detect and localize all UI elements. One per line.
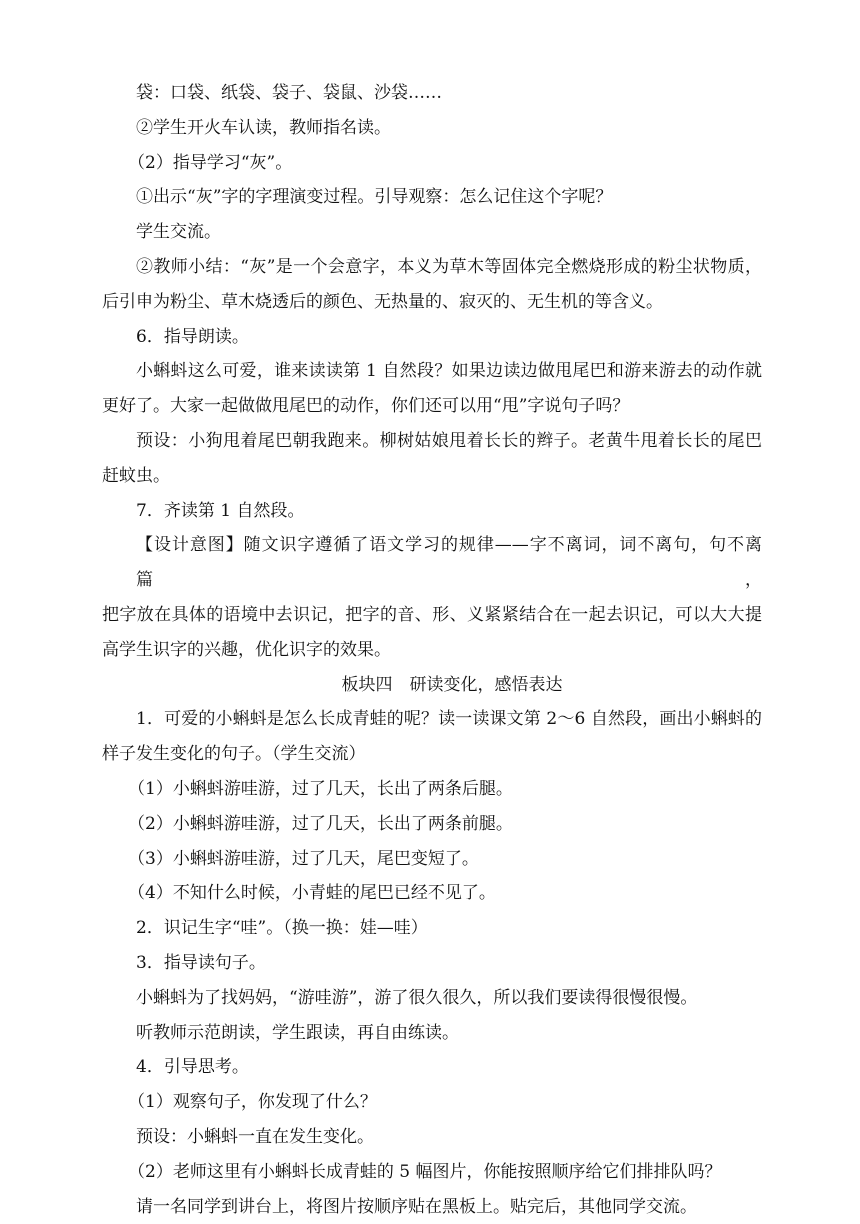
text-line-guide-reading: 6．指导朗读。 <box>102 320 762 355</box>
text-line-teacher-summary-2: 后引申为粉尘、草木烧透后的颜色、无热量的、寂灭的、无生机的等含义。 <box>102 285 762 320</box>
text-line-growth-question-1: 1．可爱的小蝌蚪是怎么长成青蛙的呢？读一读课文第 2～6 自然段，画出小蝌蚪的 <box>102 702 762 737</box>
text-line-change-4: （4）不知什么时候，小青蛙的尾巴已经不见了。 <box>102 876 762 911</box>
paragraph-preset-sentences <box>102 424 762 494</box>
text-line-observe-sentences: （1）观察句子，你发现了什么？ <box>102 1085 762 1120</box>
paragraph-design-intent <box>102 528 762 667</box>
text-line-guide-sentences: 3．指导读句子。 <box>102 946 762 981</box>
section-title: 板块四 研读变化，感悟表达 <box>102 668 762 703</box>
text-line-preset-sentences-1: 预设：小狗甩着尾巴朝我跑来。柳树姑娘甩着长长的辫子。老黄牛甩着长长的尾巴 <box>102 424 762 459</box>
text-line-train-reading: ②学生开火车认读，教师指名读。 <box>102 111 762 146</box>
text-line-change-3: （3）小蝌蚪游哇游，过了几天，尾巴变短了。 <box>102 842 762 877</box>
text-line-preset-sentences-2: 赶蚊虫。 <box>102 459 762 494</box>
text-line-tadpole-reading-2: 更好了。大家一起做做甩尾巴的动作，你们还可以用“甩”字说句子吗？ <box>102 389 762 424</box>
text-line-show-hui-evolution: ①出示“灰”字的字理演变过程。引导观察：怎么记住这个字呢？ <box>102 180 762 215</box>
text-line-blackboard: 请一名同学到讲台上，将图片按顺序贴在黑板上。贴完后，其他同学交流。 <box>102 1190 762 1224</box>
text-line-growth-question-2: 样子发生变化的句子。（学生交流） <box>102 737 762 772</box>
document-body <box>102 76 762 1224</box>
text-line-change-1: （1）小蝌蚪游哇游，过了几天，长出了两条后腿。 <box>102 772 762 807</box>
text-line-teacher-summary-1: ②教师小结：“灰”是一个会意字，本义为草木等固体完全燃烧形成的粉尘状物质， <box>102 250 762 285</box>
text-line-student-exchange: 学生交流。 <box>102 215 762 250</box>
text-line-read-slowly: 小蝌蚪为了找妈妈，“游哇游”，游了很久很久，所以我们要读得很慢很慢。 <box>102 981 762 1016</box>
paragraph-tadpole-growth-question <box>102 702 762 772</box>
text-line-dai-words: 袋：口袋、纸袋、袋子、袋鼠、沙袋…… <box>102 76 762 111</box>
text-line-design-intent-1: 【设计意图】随文识字遵循了语文学习的规律——字不离词，词不离句，句不离篇， <box>102 528 762 598</box>
text-line-tadpole-reading-1: 小蝌蚪这么可爱，谁来读读第 1 自然段？如果边读边做甩尾巴和游来游去的动作就 <box>102 354 762 389</box>
paragraph-tadpole-reading <box>102 354 762 424</box>
text-line-learn-wa: 2．识记生字“哇”。（换一换：娃—哇） <box>102 911 762 946</box>
paragraph-teacher-summary <box>102 250 762 320</box>
text-line-guide-hui: （2）指导学习“灰”。 <box>102 146 762 181</box>
text-line-change-2: （2）小蝌蚪游哇游，过了几天，长出了两条前腿。 <box>102 807 762 842</box>
text-line-design-intent-3: 高学生识字的兴趣，优化识字的效果。 <box>102 633 762 668</box>
text-line-five-pictures: （2）老师这里有小蝌蚪长成青蛙的 5 幅图片，你能按照顺序给它们排排队吗？ <box>102 1155 762 1190</box>
text-line-teacher-demo: 听教师示范朗读，学生跟读，再自由练读。 <box>102 1016 762 1051</box>
text-line-read-together: 7．齐读第 1 自然段。 <box>102 494 762 529</box>
text-line-preset-change: 预设：小蝌蚪一直在发生变化。 <box>102 1120 762 1155</box>
text-line-guide-thinking: 4．引导思考。 <box>102 1050 762 1085</box>
text-line-design-intent-2: 把字放在具体的语境中去识记，把字的音、形、义紧紧结合在一起去识记，可以大大提 <box>102 598 762 633</box>
